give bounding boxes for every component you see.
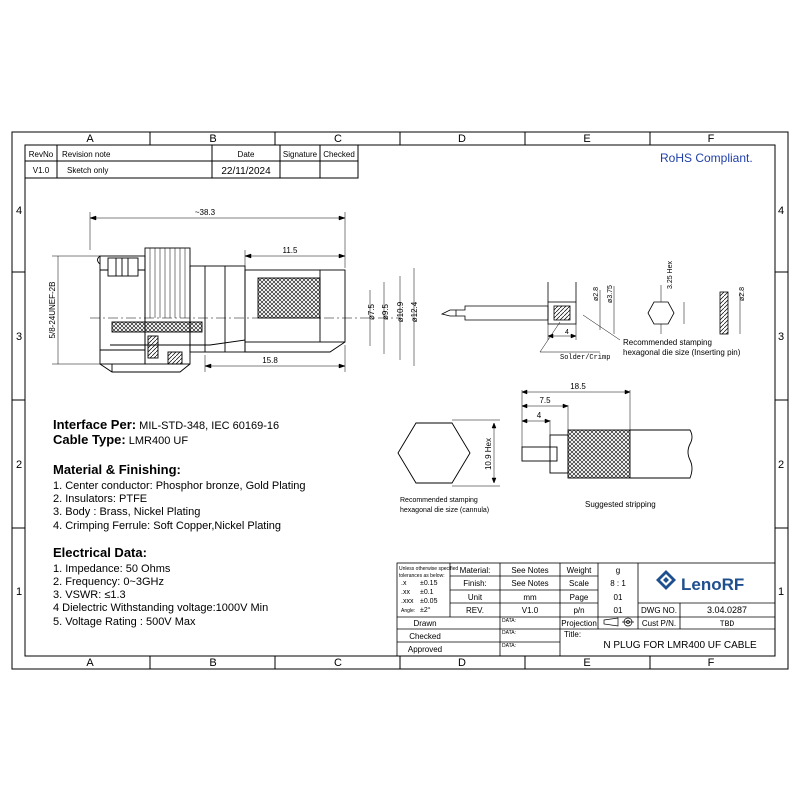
tb-pn-label: p/n <box>573 606 585 615</box>
rev-header-signature: Signature <box>282 150 318 159</box>
zone-col-top-a: A <box>86 133 94 145</box>
zone-row-left-3: 3 <box>15 331 23 343</box>
dim-pin-len: 4 <box>565 329 569 336</box>
cable-label: Cable Type: <box>53 432 126 447</box>
cannula-note-line1: Recommended stamping <box>400 497 478 504</box>
tb-rev-label: REV. <box>466 606 484 615</box>
interface-value: MIL-STD-348, IEC 60169-16 <box>136 420 280 432</box>
tb-rev-value: V1.0 <box>521 606 539 615</box>
tolerance-line1: Unless otherwise specified <box>399 566 459 572</box>
tolerance-angle: Angle: <box>401 608 416 614</box>
dim-strip-mid: 7.5 <box>539 396 551 405</box>
material-item-2: 2. Insulators: PTFE <box>53 493 148 505</box>
cable-value: LMR400 UF <box>125 435 189 447</box>
dim-pin-side-d: ø2.8 <box>739 286 746 302</box>
tb-approved-label: Approved <box>407 645 443 654</box>
dim-hex-pin: 3.25 Hex <box>667 260 674 290</box>
electrical-item-2: 2. Frequency: 0~3GHz <box>53 576 164 588</box>
pin-side-section <box>720 292 740 334</box>
dim-d1: ø7.5 <box>367 303 376 321</box>
zone-col-top-c: C <box>334 133 342 145</box>
tolerance-xxx: .xxx <box>401 598 414 605</box>
interface-label: Interface Per: <box>53 417 137 432</box>
pin-die-hexagon <box>648 285 684 334</box>
tb-date-approved: DATA: <box>502 643 516 649</box>
zone-ticks <box>12 132 788 669</box>
tb-unit-label: Unit <box>467 593 483 602</box>
dim-d3: ø10.9 <box>396 301 405 323</box>
revision-table <box>25 145 358 178</box>
pin-die-note-line2: hexagonal die size (Inserting pin) <box>623 348 741 357</box>
tb-dwg-value: 3.04.0287 <box>706 605 748 615</box>
tb-weight-label: Weight <box>566 566 592 575</box>
tolerance-x: .x <box>401 580 407 587</box>
tolerance-xxx-value: ±0.05 <box>420 598 438 605</box>
zone-col-top-e: E <box>583 133 591 145</box>
rohs-note: RoHS Compliant. <box>660 151 753 165</box>
zone-row-left-2: 2 <box>15 459 23 471</box>
tolerance-line2: tolerances as below: <box>399 573 445 579</box>
zone-labels <box>16 133 784 669</box>
interface-line <box>53 417 279 432</box>
zone-row-left-1: 1 <box>15 586 23 598</box>
tb-scale-value: 8 : 1 <box>610 579 626 588</box>
specifications <box>53 417 306 628</box>
main-view-dimensions <box>52 212 414 372</box>
rev-header-checked: Checked <box>323 150 355 159</box>
tb-checked-label: Checked <box>409 632 441 641</box>
zone-row-left-4: 4 <box>15 205 23 217</box>
zone-col-bottom-f: F <box>707 657 715 669</box>
rev-header-revno: RevNo <box>28 150 54 159</box>
pin-die-note-line1: Recommended stamping <box>623 338 712 347</box>
projection-symbol-icon <box>604 618 634 626</box>
dim-solder-crimp: Solder/Crimp <box>560 354 611 362</box>
dim-ferrule-length: 11.5 <box>282 246 298 255</box>
zone-col-bottom-e: E <box>583 657 591 669</box>
electrical-title: Electrical Data: <box>53 545 147 560</box>
rev-header-date: Date <box>237 150 255 159</box>
lenorf-logo-text: LenoRF <box>681 575 745 594</box>
rev-header-note: Revision note <box>62 150 111 159</box>
outer-frame <box>12 132 788 669</box>
tb-finish-value: See Notes <box>511 579 549 588</box>
material-item-4: 4. Crimping Ferrule: Soft Copper,Nickel Plating <box>53 520 282 532</box>
tb-date-checked: DATA: <box>502 630 516 636</box>
zone-row-right-2: 2 <box>777 459 785 471</box>
cable-line <box>53 432 188 447</box>
tolerance-box <box>399 566 458 614</box>
electrical-item-3: 3. VSWR: ≤1.3 <box>53 589 126 601</box>
tolerance-xx: .xx <box>401 589 410 596</box>
tb-pn-value: 01 <box>613 606 623 615</box>
dim-strip-total: 18.5 <box>570 382 586 391</box>
tb-title-value: N PLUG FOR LMR400 UF CABLE <box>603 640 757 651</box>
dim-pin-d1: ø2.8 <box>593 286 600 302</box>
zone-col-bottom-b: B <box>209 657 217 669</box>
zone-col-bottom-c: C <box>334 657 342 669</box>
tb-finish-label: Finish: <box>463 579 487 588</box>
tb-page-label: Page <box>569 593 589 602</box>
tolerance-xx-value: ±0.1 <box>420 589 434 596</box>
tb-material-label: Material: <box>459 566 491 575</box>
dim-d2: ø9.5 <box>381 303 390 321</box>
zone-col-bottom-d: D <box>458 657 466 669</box>
tb-drawn-label: Drawn <box>413 619 437 628</box>
tb-scale-label: Scale <box>568 579 590 588</box>
tb-projection-label: Projection <box>561 619 597 628</box>
zone-col-bottom-a: A <box>86 657 94 669</box>
tb-cust-label: Cust P/N. <box>641 619 677 628</box>
dim-strip-pin: 4 <box>536 411 542 420</box>
zone-row-right-3: 3 <box>777 331 785 343</box>
tb-title-label: Title: <box>564 630 582 639</box>
dim-body-length: 15.8 <box>262 356 278 365</box>
tb-dwg-label: DWG NO. <box>641 606 677 615</box>
rev-value-revno: V1.0 <box>32 166 50 175</box>
dim-pin-d2: ø3.75 <box>607 285 614 303</box>
dim-d4: ø12.4 <box>410 301 419 323</box>
dim-hex-cannula: 10.9 Hex <box>484 437 493 471</box>
material-item-3: 3. Body : Brass, Nickel Plating <box>53 506 201 518</box>
electrical-item-5: 5. Voltage Rating : 500V Max <box>53 616 196 628</box>
zone-col-top-d: D <box>458 133 466 145</box>
rev-value-date: 22/11/2024 <box>221 166 271 177</box>
zone-col-top-f: F <box>707 133 715 145</box>
zone-row-right-1: 1 <box>777 586 785 598</box>
dim-overall-length: ~38.3 <box>194 208 216 217</box>
electrical-item-4: 4 Dielectric Withstanding voltage:1000V Min <box>53 602 269 614</box>
strip-note: Suggested stripping <box>585 500 656 509</box>
tb-date-labels <box>502 618 516 649</box>
rev-value-note: Sketch only <box>67 166 109 175</box>
tolerance-angle-value: ±2° <box>420 607 431 614</box>
lenorf-logo-mark-icon <box>656 570 676 590</box>
zone-col-top-b: B <box>209 133 217 145</box>
material-title: Material & Finishing: <box>53 462 181 477</box>
lenorf-logo <box>656 570 744 594</box>
tb-date-drawn: DATA: <box>502 618 516 624</box>
electrical-item-1: 1. Impedance: 50 Ohms <box>53 563 171 575</box>
tb-page-value: 01 <box>613 593 623 602</box>
tb-cust-value: TBD <box>719 620 735 629</box>
material-item-1: 1. Center conductor: Phosphor bronze, Gold Plating <box>53 480 306 492</box>
zone-row-right-4: 4 <box>777 205 785 217</box>
dim-thread: 5/8-24UNEF-2B <box>48 281 57 339</box>
tb-material-value: See Notes <box>511 566 549 575</box>
tolerance-x-value: ±0.15 <box>420 580 438 587</box>
tb-unit-value: mm <box>523 593 537 602</box>
tb-weight-value: g <box>615 566 621 575</box>
cannula-note-line2: hexagonal die size (cannula) <box>400 507 490 514</box>
